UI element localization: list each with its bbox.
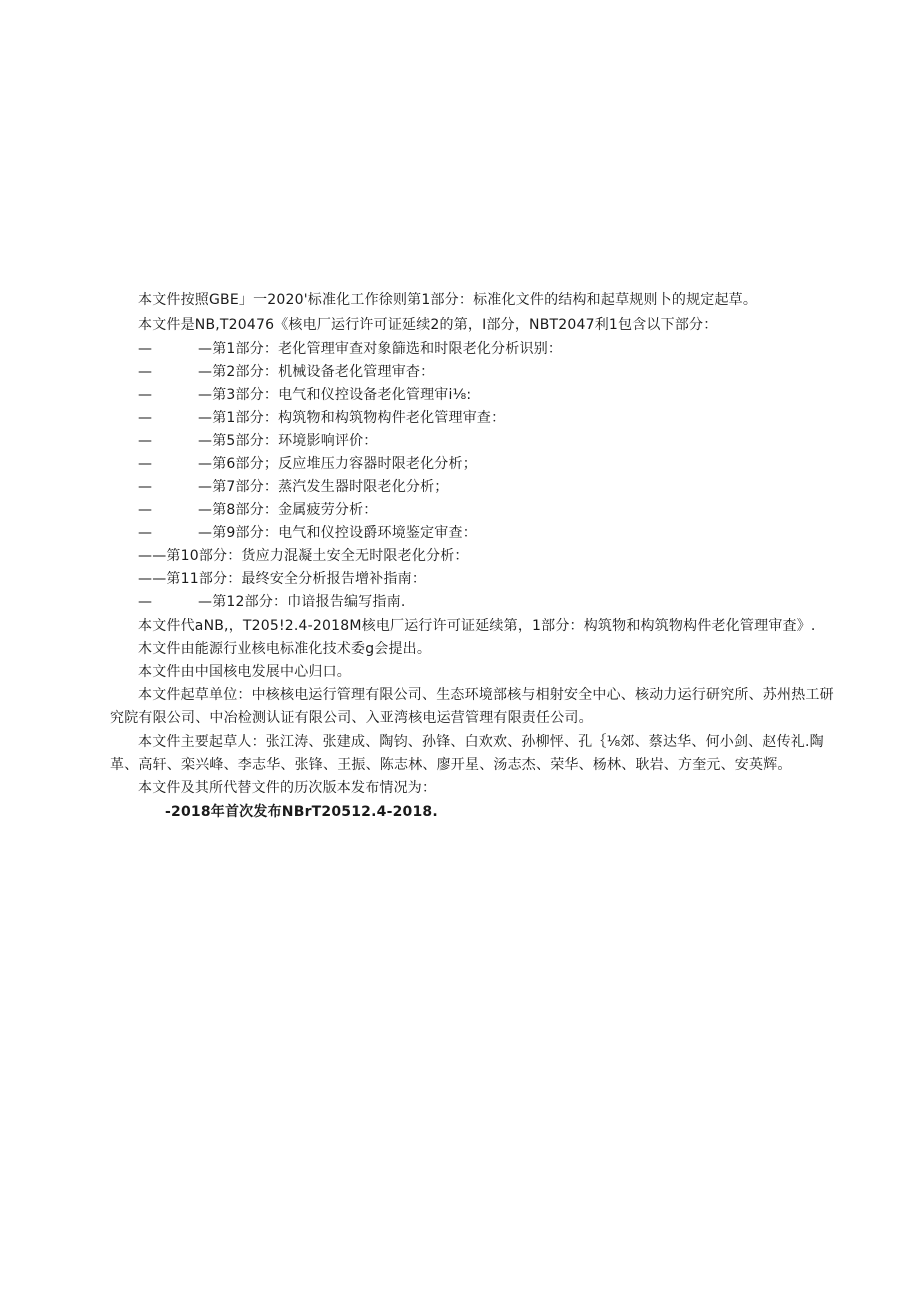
history-intro: 本文件及其所代替文件的历次版本发布情况为： bbox=[138, 780, 437, 796]
drafters-line2: 革、高轩、栾兴峰、李志华、张锋、王振、陈志林、廖开星、汤志杰、荣华、杨林、耿岩、方奎元、安英辉。 bbox=[110, 757, 792, 773]
list-dash: — bbox=[138, 525, 153, 541]
list-dash: — bbox=[138, 387, 153, 403]
list-item: —第9部分：电气和仪控设爵环境鉴定审查： bbox=[198, 525, 477, 541]
drafting-units-line1: 本文件起草单位：中核核电运行管理有限公司、生态环境部核与相射安全中心、核动力运行研究所、苏州热工研 bbox=[138, 687, 834, 703]
centralized-unit-paragraph: 本文件由中国核电发展中心归口。 bbox=[138, 664, 351, 680]
list-dash: — bbox=[138, 456, 153, 472]
list-item: —第5部分：环境影响评价： bbox=[198, 433, 378, 449]
drafting-units-line2: 究院有限公司、中冶检测认证有限公司、入亚湾核电运营管理有限责任公司。 bbox=[110, 710, 593, 726]
list-item: —第3部分：电气和仪控设备老化管理审i⅛: bbox=[198, 387, 472, 403]
drafters-line1: 本文件主要起草人：张江涛、张建成、陶钧、孙锋、白欢欢、孙柳怦、孔｛⅛郊、蔡达华、何小剑、赵传礼.陶 bbox=[138, 734, 824, 750]
drafting-rules-paragraph: 本文件按照GBE」一2020'标准化工作徐则第1部分：标准化文件的结构和起草规则卜的规定起草。 bbox=[138, 292, 758, 308]
list-dash: — bbox=[138, 479, 153, 495]
standard-parts-intro: 本文件是NB,T20476《核电厂运行许可证延续2的第，I部分，NBT2047利1包含以下部分： bbox=[138, 317, 718, 333]
list-item: —第2部分：机械设备老化管理审杳： bbox=[198, 364, 435, 380]
list-item: —第1部分：构筑物和构筑物构件老化管理审查： bbox=[198, 410, 506, 426]
list-item: —第7部分：蒸汽发生器时限老化分析； bbox=[198, 479, 449, 495]
list-dash: — bbox=[138, 341, 153, 357]
list-dash: — bbox=[138, 433, 153, 449]
list-dash: — bbox=[138, 410, 153, 426]
list-item: —第1部分：老化管理审查对象篩选和时限老化分析识别： bbox=[198, 341, 563, 357]
proposer-paragraph: 木文件由能源行业核电标准化技术委g会提出。 bbox=[138, 641, 432, 657]
list-item: ——第10部分：货应力混凝土安全无时限老化分析： bbox=[138, 548, 469, 564]
list-item: —第6部分；反应堆压力容器时限老化分析； bbox=[198, 456, 477, 472]
history-entry: -2018年首次发布NBrT20512.4-2018. bbox=[165, 804, 438, 820]
list-dash: — bbox=[138, 594, 153, 610]
list-dash: — bbox=[138, 502, 153, 518]
list-item: —第12部分：巾谙报告编写指南. bbox=[198, 594, 406, 610]
replacement-paragraph: 本文件代aNB,，T205!2.4-2018M核电厂运行许可证延续第，1部分：构筑物和构筑物构件老化管理审査》. bbox=[138, 618, 816, 634]
list-item: —第8部分：金属疲劳分析： bbox=[198, 502, 378, 518]
list-dash: — bbox=[138, 364, 153, 380]
list-item: ——第11部分：最终安全分析报告增补指南： bbox=[138, 571, 427, 587]
